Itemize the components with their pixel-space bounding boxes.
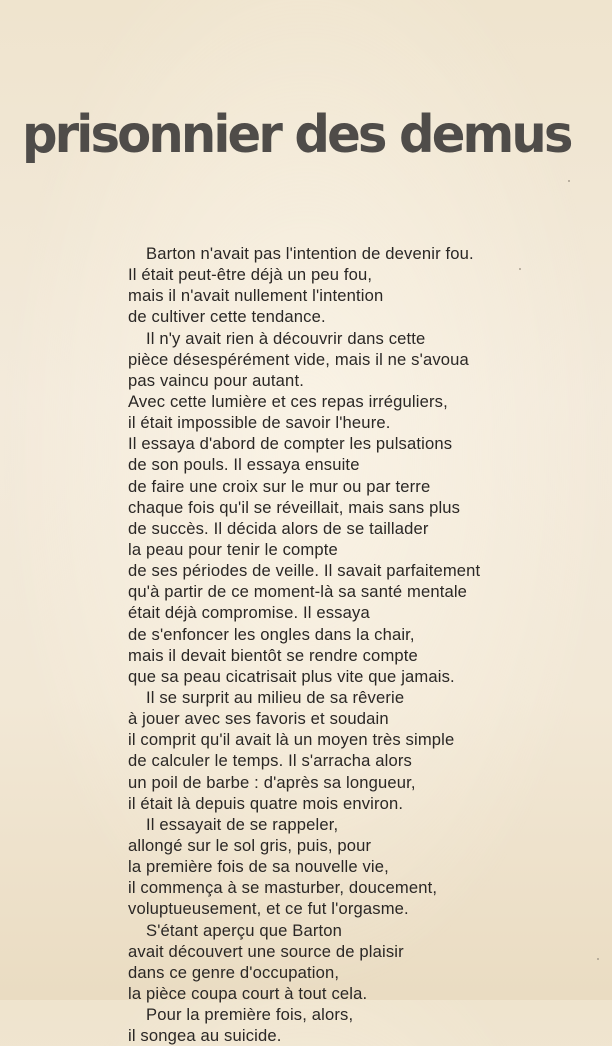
- blurb-line: Avec cette lumière et ces repas irréguliers,: [128, 391, 448, 411]
- blurb-line: il était impossible de savoir l'heure.: [128, 413, 391, 433]
- blurb-line: de s'enfoncer les ongles dans la chair,: [128, 624, 415, 644]
- blurb-line: de faire une croix sur le mur ou par terre: [128, 476, 431, 496]
- blurb-line: un poil de barbe : d'après sa longueur,: [128, 772, 416, 792]
- blurb-line: que sa peau cicatrisait plus vite que jamais.: [128, 666, 455, 686]
- blurb-line: il songea au suicide.: [128, 1026, 282, 1046]
- blurb-line: mais il devait bientôt se rendre compte: [128, 645, 418, 665]
- blurb-line: de calculer le temps. Il s'arracha alors: [128, 751, 413, 771]
- blurb-line: qu'à partir de ce moment-là sa santé mentale: [128, 582, 468, 602]
- blurb-line: Il essaya d'abord de compter les pulsations: [128, 434, 453, 454]
- blurb-line: allongé sur le sol gris, puis, pour: [128, 835, 372, 855]
- blurb-line: de succès. Il décida alors de se taillader: [128, 518, 429, 538]
- blurb-line: la peau pour tenir le compte: [128, 539, 338, 559]
- blurb-line: Il n'y avait rien à découvrir dans cette: [146, 328, 426, 348]
- blurb-line: de ses périodes de veille. Il savait parfaitement: [128, 561, 481, 581]
- blurb-line: dans ce genre d'occupation,: [128, 962, 340, 982]
- book-title: prisonnier des demus: [22, 105, 571, 165]
- paper-speck: [519, 268, 521, 270]
- blurb-line: avait découvert une source de plaisir: [128, 941, 404, 961]
- blurb-line: voluptueusement, et ce fut l'orgasme.: [128, 899, 409, 919]
- blurb-line: Il était peut-être déjà un peu fou,: [128, 265, 373, 285]
- blurb-line: pièce désespérément vide, mais il ne s'avoua: [128, 349, 469, 369]
- blurb-line: était déjà compromise. Il essaya: [128, 603, 370, 623]
- blurb-line: mais il n'avait nullement l'intention: [128, 286, 384, 306]
- blurb-line: Pour la première fois, alors,: [146, 1005, 354, 1025]
- blurb-line: la première fois de sa nouvelle vie,: [128, 857, 389, 877]
- blurb-line: S'étant aperçu que Barton: [146, 920, 343, 940]
- blurb-line: Il se surprit au milieu de sa rêverie: [146, 687, 405, 707]
- blurb-line: à jouer avec ses favoris et soudain: [128, 709, 389, 729]
- blurb-line: il comprit qu'il avait là un moyen très simple: [128, 730, 455, 750]
- blurb-line: chaque fois qu'il se réveillait, mais sans plus: [128, 497, 461, 517]
- blurb-line: de son pouls. Il essaya ensuite: [128, 455, 360, 475]
- blurb-line: de cultiver cette tendance.: [128, 307, 326, 327]
- blurb-line: pas vaincu pour autant.: [128, 370, 304, 390]
- blurb-text: [128, 243, 548, 1046]
- paper-speck: [568, 180, 570, 182]
- blurb-line: il commença à se masturber, doucement,: [128, 878, 438, 898]
- blurb-line: Il essayait de se rappeler,: [146, 814, 339, 834]
- blurb-line: Barton n'avait pas l'intention de devenir fou.: [146, 244, 474, 263]
- blurb-line: il était là depuis quatre mois environ.: [128, 793, 404, 813]
- paper-speck: [597, 958, 599, 960]
- blurb-line: la pièce coupa court à tout cela.: [128, 983, 368, 1003]
